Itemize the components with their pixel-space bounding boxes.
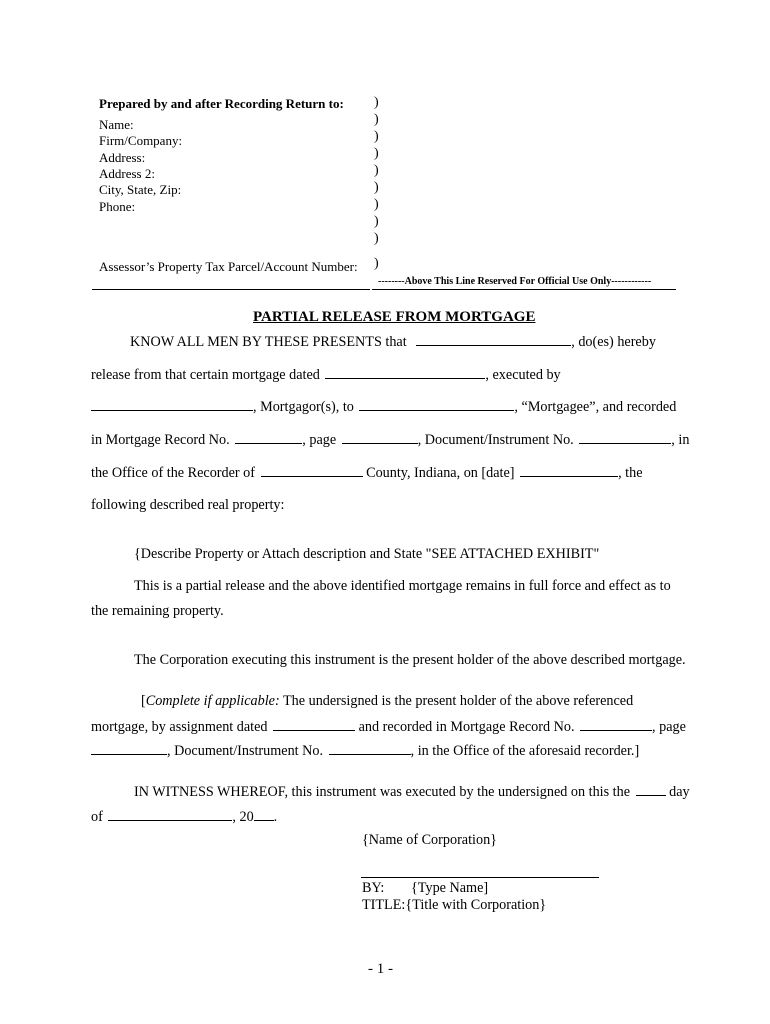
releasor-blank[interactable]: [416, 333, 571, 346]
day-text: day: [669, 784, 690, 800]
complete-line2: [91, 718, 686, 736]
paren: ): [374, 180, 379, 195]
page-blank[interactable]: [342, 431, 418, 444]
page-number: - 1 -: [368, 961, 393, 977]
para1-line1: [130, 333, 656, 351]
paren: ): [374, 231, 379, 246]
title-with-corporation-text: {Title with Corporation}: [405, 897, 547, 913]
corporation-holder-text: The Corporation executing this instrument is the present holder of the above described mortgage.: [134, 652, 686, 668]
county-indiana-text: County, Indiana, on [date]: [366, 465, 515, 481]
paren: ): [374, 197, 379, 212]
of-text: of: [91, 809, 103, 825]
parcel-number-label: Assessor’s Property Tax Parcel/Account Number:: [99, 259, 358, 274]
paren: ): [374, 163, 379, 178]
para1-line3: [91, 398, 676, 416]
paren: ): [374, 146, 379, 161]
assignment-record-blank[interactable]: [580, 718, 652, 731]
title-label: TITLE:: [362, 897, 406, 913]
para1-line2: [91, 366, 561, 384]
open-bracket: [: [141, 693, 146, 709]
header-divider-right: [372, 289, 676, 290]
mortgagee-recorded-text: , “Mortgagee”, and recorded: [514, 399, 677, 415]
reserved-line-notice: --------Above This Line Reserved For Official Use Only------------: [378, 276, 652, 287]
firm-company-field-label: Firm/Company:: [99, 133, 183, 148]
para1-line5: [91, 464, 643, 482]
witness-whereof-text: IN WITNESS WHEREOF, this instrument was executed by the undersigned on this the: [134, 784, 631, 800]
partial-release-line2: the remaining property.: [91, 603, 224, 619]
release-from-text: release from that certain mortgage dated: [91, 367, 320, 383]
document-instrument-blank[interactable]: [579, 431, 671, 444]
the-text: , the: [618, 465, 643, 481]
in-text: , in: [671, 432, 690, 448]
county-blank[interactable]: [261, 464, 363, 477]
complete-if-applicable-text: Complete if applicable:: [145, 693, 280, 709]
year-prefix-text: , 20: [232, 809, 254, 825]
mortgage-record-blank[interactable]: [235, 431, 302, 444]
month-blank[interactable]: [108, 808, 232, 821]
executed-by-text: , executed by: [485, 367, 561, 383]
office-recorder-text: the Office of the Recorder of: [91, 465, 256, 481]
paren: ): [374, 95, 379, 110]
assignment-page-text: , page: [652, 719, 686, 735]
para1-line4: [91, 431, 689, 449]
undersigned-holder-text: The undersigned is the present holder of the above referenced: [279, 693, 634, 709]
paren: ): [374, 256, 379, 271]
day-blank[interactable]: [636, 783, 666, 796]
paren: ): [374, 214, 379, 229]
by-label: BY:: [362, 880, 385, 896]
describe-property-text: {Describe Property or Attach description and State "SEE ATTACHED EXHIBIT": [134, 546, 600, 562]
partial-release-line1: This is a partial release and the above identified mortgage remains in full force and effect as to: [134, 578, 671, 594]
does-hereby-text: , do(es) hereby: [571, 334, 656, 350]
address-field-label: Address:: [99, 150, 146, 165]
address2-field-label: Address 2:: [99, 166, 155, 181]
name-field-label: Name:: [99, 117, 134, 132]
type-name-text: {Type Name]: [411, 880, 489, 896]
name-of-corporation-text: {Name of Corporation}: [362, 832, 497, 848]
following-described-text: following described real property:: [91, 497, 285, 513]
signer-title-line: [362, 897, 546, 914]
document-instrument-text: , Document/Instrument No.: [417, 432, 574, 448]
mortgagor-to-text: , Mortgagor(s), to: [253, 399, 354, 415]
complete-line3: [91, 742, 639, 760]
city-state-zip-field-label: City, State, Zip:: [99, 182, 182, 197]
header-divider-left: [92, 289, 370, 290]
witness-line2: [91, 808, 277, 826]
aforesaid-recorder-text: , in the Office of the aforesaid recorder.]: [410, 743, 640, 759]
witness-line1: [134, 783, 690, 801]
date-blank[interactable]: [520, 464, 618, 477]
phone-field-label: Phone:: [99, 199, 136, 214]
recorded-in-record-text: and recorded in Mortgage Record No.: [358, 719, 575, 735]
period-text: .: [273, 809, 278, 825]
document-title: PARTIAL RELEASE FROM MORTGAGE: [253, 309, 536, 325]
mortgage-date-blank[interactable]: [325, 366, 485, 379]
prepared-by-heading: Prepared by and after Recording Return to:: [99, 96, 344, 111]
assignment-instrument-blank[interactable]: [329, 742, 411, 755]
paren: ): [374, 112, 379, 127]
mortgagee-blank[interactable]: [359, 398, 514, 411]
page-text: , page: [302, 432, 337, 448]
assignment-date-blank[interactable]: [273, 718, 355, 731]
signature-line[interactable]: [361, 877, 599, 878]
complete-line1: [141, 693, 633, 710]
mortgage-record-text: in Mortgage Record No.: [91, 432, 230, 448]
assignment-dated-text: mortgage, by assignment dated: [91, 719, 268, 735]
know-all-men-text: KNOW ALL MEN BY THESE PRESENTS that: [130, 334, 407, 350]
paren: ): [374, 129, 379, 144]
mortgagor-blank[interactable]: [91, 398, 253, 411]
year-blank[interactable]: [254, 808, 274, 821]
assignment-page-blank[interactable]: [91, 742, 167, 755]
assignment-instrument-text: , Document/Instrument No.: [167, 743, 324, 759]
